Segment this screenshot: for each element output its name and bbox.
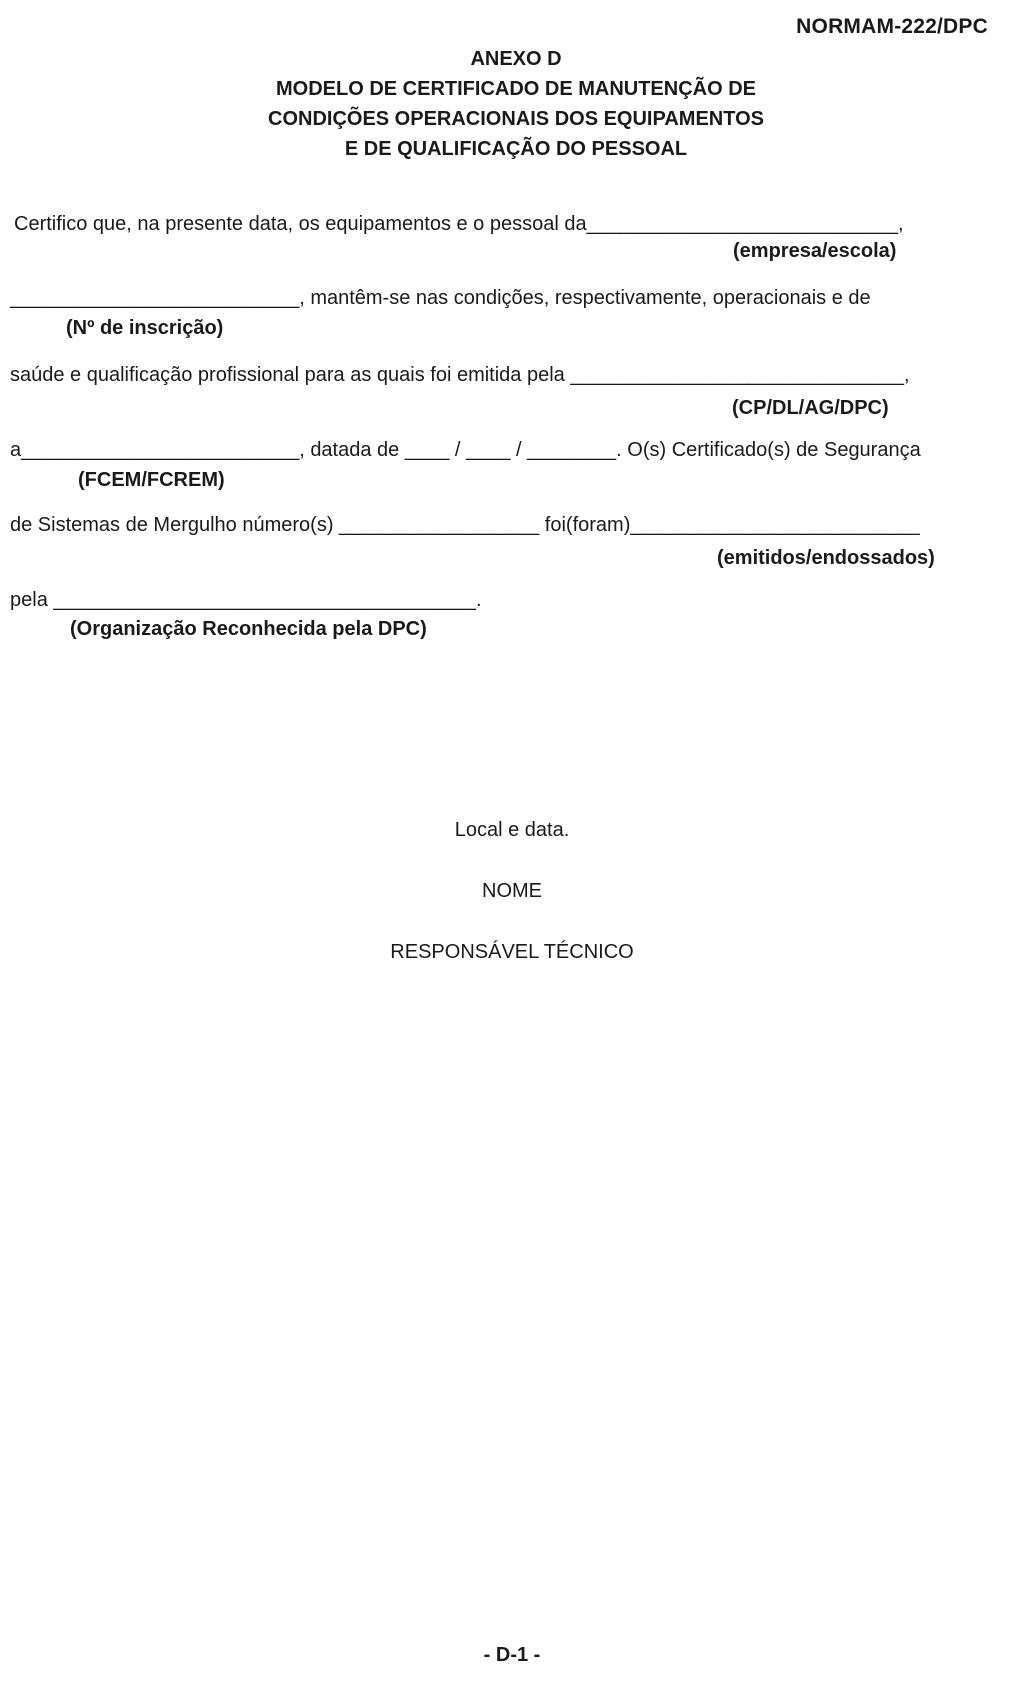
title-line-3: CONDIÇÕES OPERACIONAIS DOS EQUIPAMENTOS (268, 108, 764, 130)
body-line-6: pela ______________________________________. (10, 589, 482, 611)
body-line-4: a_________________________, datada de ____ / ____ / ________. O(s) Certificado(s) de Segurança (10, 439, 921, 461)
inscricao-label: (Nº de inscrição) (66, 317, 224, 339)
document-code: NORMAM-222/DPC (796, 15, 988, 38)
organizacao-label: (Organização Reconhecida pela DPC) (70, 618, 427, 640)
body-line-5: de Sistemas de Mergulho número(s) __________________ foi(foram)__________________________ (10, 514, 920, 536)
cp-dl-ag-dpc-label: (CP/DL/AG/DPC) (732, 397, 889, 419)
body-line-3: saúde e qualificação profissional para as quais foi emitida pela ______________________________, (10, 364, 910, 386)
title-block (0, 44, 1024, 164)
emitidos-endossados-label: (emitidos/endossados) (717, 547, 935, 569)
page-number: - D-1 - (483, 1644, 541, 1666)
body-line-2: __________________________, mantêm-se nas condições, respectivamente, operacionais e de (10, 287, 871, 309)
fcem-fcrem-label: (FCEM/FCREM) (78, 469, 225, 491)
title-line-4: E DE QUALIFICAÇÃO DO PESSOAL (344, 138, 688, 160)
empresa-escola-label: (empresa/escola) (733, 240, 897, 262)
signatory-name: NOME (482, 880, 542, 902)
place-date: Local e data. (454, 819, 570, 841)
signatory-role: RESPONSÁVEL TÉCNICO (390, 941, 634, 963)
title-line-2: MODELO DE CERTIFICADO DE MANUTENÇÃO DE (276, 78, 756, 100)
annex-title: ANEXO D (470, 48, 562, 70)
body-line-1: Certifico que, na presente data, os equipamentos e o pessoal da____________________________, (14, 213, 904, 235)
